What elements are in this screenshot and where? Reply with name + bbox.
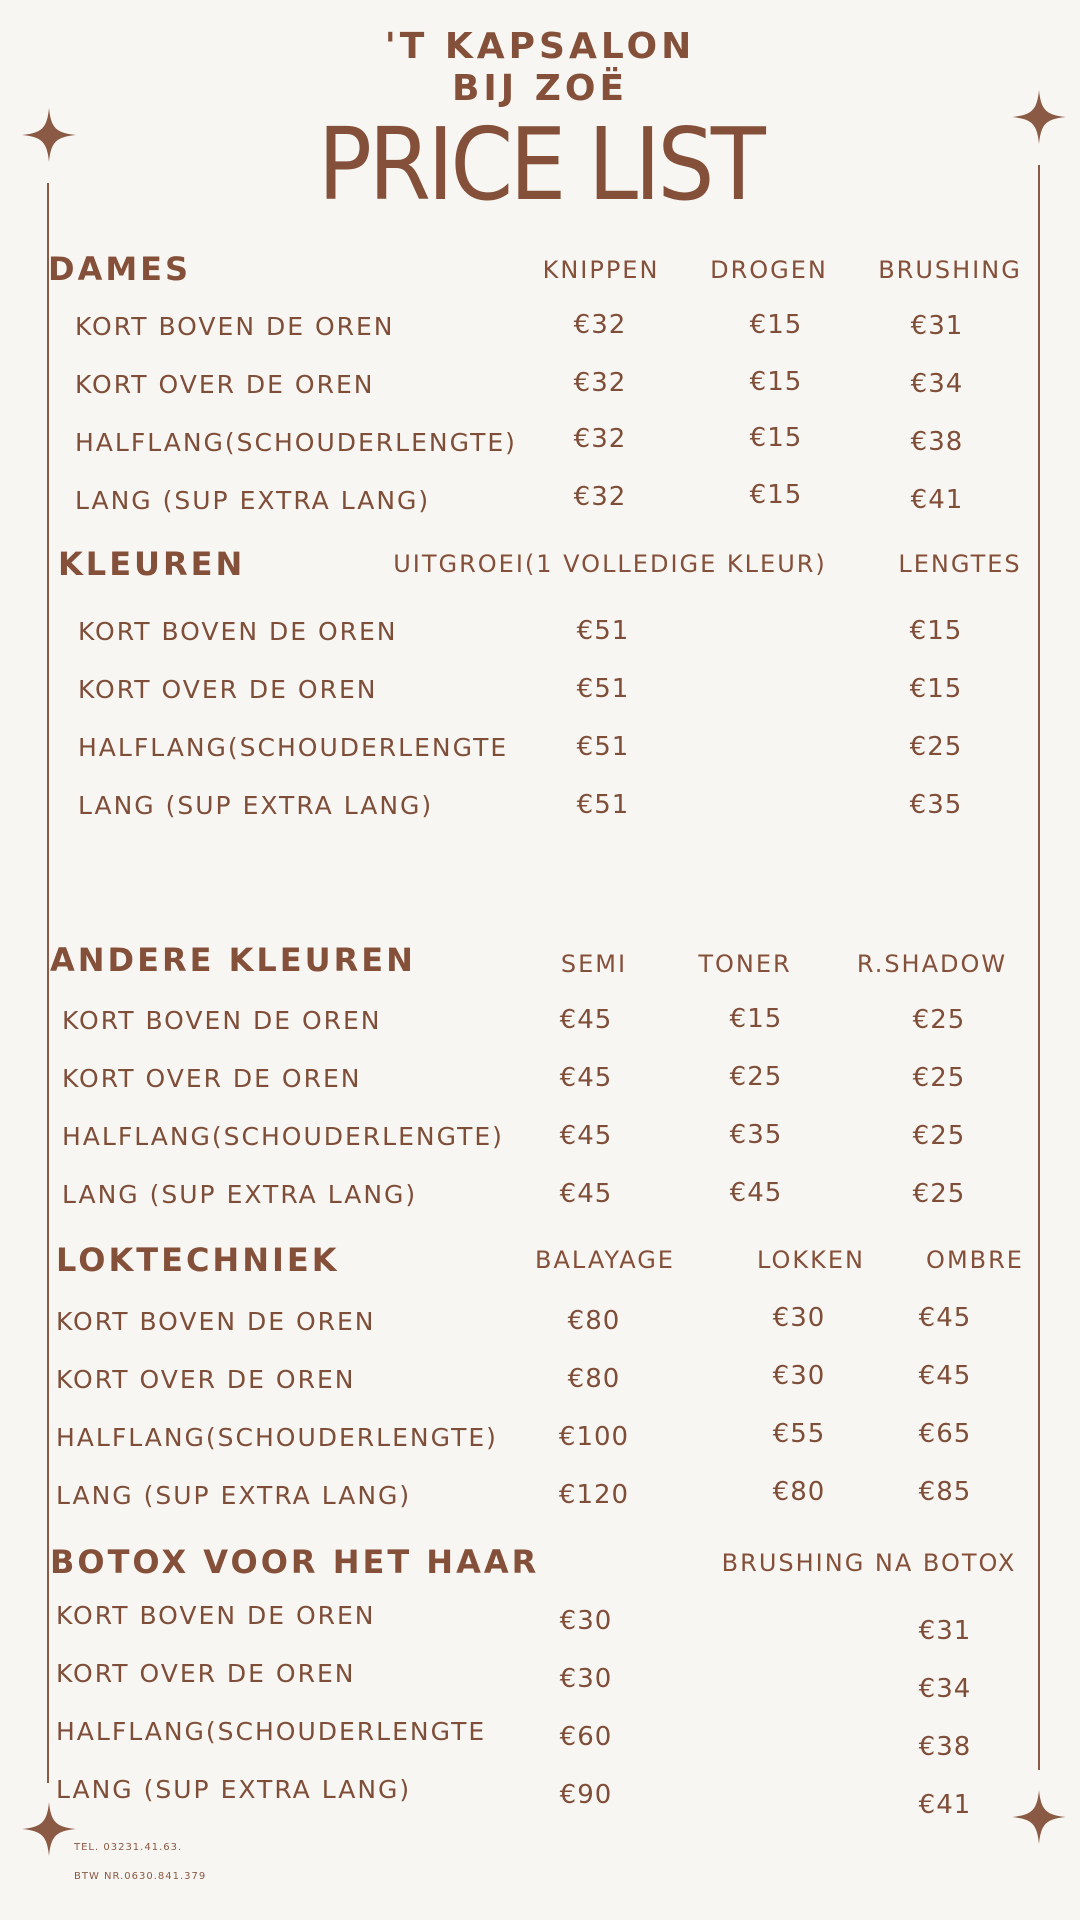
- row-label: HALFLANG(SCHOUDERLENGTE: [56, 1717, 487, 1746]
- price-value: €41: [910, 485, 964, 515]
- column-header: LOKKEN: [757, 1246, 865, 1274]
- row-label: LANG (SUP EXTRA LANG): [75, 486, 431, 515]
- price-value: €45: [918, 1303, 972, 1333]
- row-label: HALFLANG(SCHOUDERLENGTE): [56, 1423, 498, 1452]
- row-label: KORT OVER DE OREN: [62, 1064, 362, 1093]
- row-label: KORT BOVEN DE OREN: [62, 1006, 382, 1035]
- column-header: DROGEN: [710, 256, 828, 284]
- row-label: KORT OVER DE OREN: [56, 1659, 356, 1688]
- price-value: €80: [567, 1306, 621, 1336]
- price-value: €15: [729, 1004, 783, 1034]
- price-value: €30: [772, 1303, 826, 1333]
- price-value: €35: [909, 790, 963, 820]
- four-point-star-icon: [22, 1802, 76, 1856]
- price-value: €34: [910, 369, 964, 399]
- price-value: €35: [729, 1120, 783, 1150]
- row-label: LANG (SUP EXTRA LANG): [56, 1775, 412, 1804]
- column-header: BRUSHING NA BOTOX: [721, 1549, 1017, 1577]
- footer-phone: TEL. 03231.41.63.: [74, 1842, 183, 1853]
- salon-name-line2: BIJ ZOË: [451, 68, 629, 109]
- price-value: €32: [573, 482, 627, 512]
- section-title-andere-kleuren: ANDERE KLEUREN: [50, 941, 416, 979]
- section-title-loktechniek: LOKTECHNIEK: [56, 1241, 340, 1279]
- salon-name: 'T KAPSALON: [384, 26, 696, 67]
- row-label: KORT OVER DE OREN: [75, 370, 375, 399]
- column-header: TONER: [698, 950, 792, 978]
- right-frame-line: [1038, 165, 1040, 1770]
- row-label: KORT BOVEN DE OREN: [56, 1307, 376, 1336]
- price-value: €15: [909, 674, 963, 704]
- row-label: KORT BOVEN DE OREN: [78, 617, 398, 646]
- price-value: €25: [912, 1063, 966, 1093]
- price-value: €85: [918, 1477, 972, 1507]
- price-value: €38: [918, 1732, 972, 1762]
- price-value: €51: [576, 732, 630, 762]
- price-value: €25: [729, 1062, 783, 1092]
- price-value: €65: [918, 1419, 972, 1449]
- four-point-star-icon: [1012, 1790, 1066, 1844]
- column-header: BRUSHING: [878, 256, 1022, 284]
- price-value: €45: [559, 1121, 613, 1151]
- price-value: €31: [918, 1616, 972, 1646]
- price-value: €60: [559, 1722, 613, 1752]
- price-value: €51: [576, 616, 630, 646]
- column-header: SEMI: [560, 950, 628, 978]
- price-value: €15: [749, 423, 803, 453]
- price-value: €15: [749, 480, 803, 510]
- price-value: €45: [559, 1005, 613, 1035]
- price-value: €55: [772, 1419, 826, 1449]
- price-value: €25: [912, 1121, 966, 1151]
- price-value: €34: [918, 1674, 972, 1704]
- row-label: KORT BOVEN DE OREN: [75, 312, 395, 341]
- price-value: €30: [772, 1361, 826, 1391]
- price-value: €30: [559, 1664, 613, 1694]
- row-label: LANG (SUP EXTRA LANG): [78, 791, 434, 820]
- section-title-kleuren: KLEUREN: [58, 545, 246, 583]
- section-title-botox: BOTOX VOOR HET HAAR: [50, 1543, 540, 1581]
- price-value: €31: [910, 311, 964, 341]
- price-value: €45: [729, 1178, 783, 1208]
- price-value: €32: [573, 424, 627, 454]
- price-value: €45: [559, 1063, 613, 1093]
- price-value: €90: [559, 1780, 613, 1810]
- page-title: PRICE LIST: [317, 106, 763, 223]
- price-value: €51: [576, 674, 630, 704]
- row-label: HALFLANG(SCHOUDERLENGTE): [75, 428, 517, 457]
- price-value: €25: [909, 732, 963, 762]
- price-value: €120: [558, 1480, 630, 1510]
- price-value: €30: [559, 1606, 613, 1636]
- price-value: €80: [567, 1364, 621, 1394]
- price-value: €25: [912, 1005, 966, 1035]
- row-label: LANG (SUP EXTRA LANG): [62, 1180, 418, 1209]
- price-value: €15: [749, 310, 803, 340]
- footer-btw-number: BTW NR.0630.841.379: [74, 1871, 207, 1882]
- row-label: HALFLANG(SCHOUDERLENGTE: [78, 733, 509, 762]
- price-value: €41: [918, 1790, 972, 1820]
- price-value: €32: [573, 310, 627, 340]
- column-header: BALAYAGE: [535, 1246, 675, 1274]
- four-point-star-icon: [22, 108, 76, 162]
- column-header: KNIPPEN: [542, 256, 660, 284]
- column-header: UITGROEI(1 VOLLEDIGE KLEUR): [393, 550, 827, 578]
- price-value: €45: [918, 1361, 972, 1391]
- price-value: €80: [772, 1477, 826, 1507]
- row-label: KORT BOVEN DE OREN: [56, 1601, 376, 1630]
- price-value: €38: [910, 427, 964, 457]
- price-value: €15: [909, 616, 963, 646]
- column-header: R.SHADOW: [856, 950, 1008, 978]
- price-value: €100: [558, 1422, 630, 1452]
- price-value: €15: [749, 367, 803, 397]
- row-label: KORT OVER DE OREN: [78, 675, 378, 704]
- price-value: €25: [912, 1179, 966, 1209]
- left-frame-line: [47, 183, 49, 1783]
- row-label: HALFLANG(SCHOUDERLENGTE): [62, 1122, 504, 1151]
- four-point-star-icon: [1012, 90, 1066, 144]
- column-header: LENGTES: [898, 550, 1022, 578]
- row-label: LANG (SUP EXTRA LANG): [56, 1481, 412, 1510]
- price-value: €45: [559, 1179, 613, 1209]
- price-value: €32: [573, 368, 627, 398]
- row-label: KORT OVER DE OREN: [56, 1365, 356, 1394]
- price-value: €51: [576, 790, 630, 820]
- section-title-dames: DAMES: [48, 250, 192, 288]
- column-header: OMBRE: [926, 1246, 1024, 1274]
